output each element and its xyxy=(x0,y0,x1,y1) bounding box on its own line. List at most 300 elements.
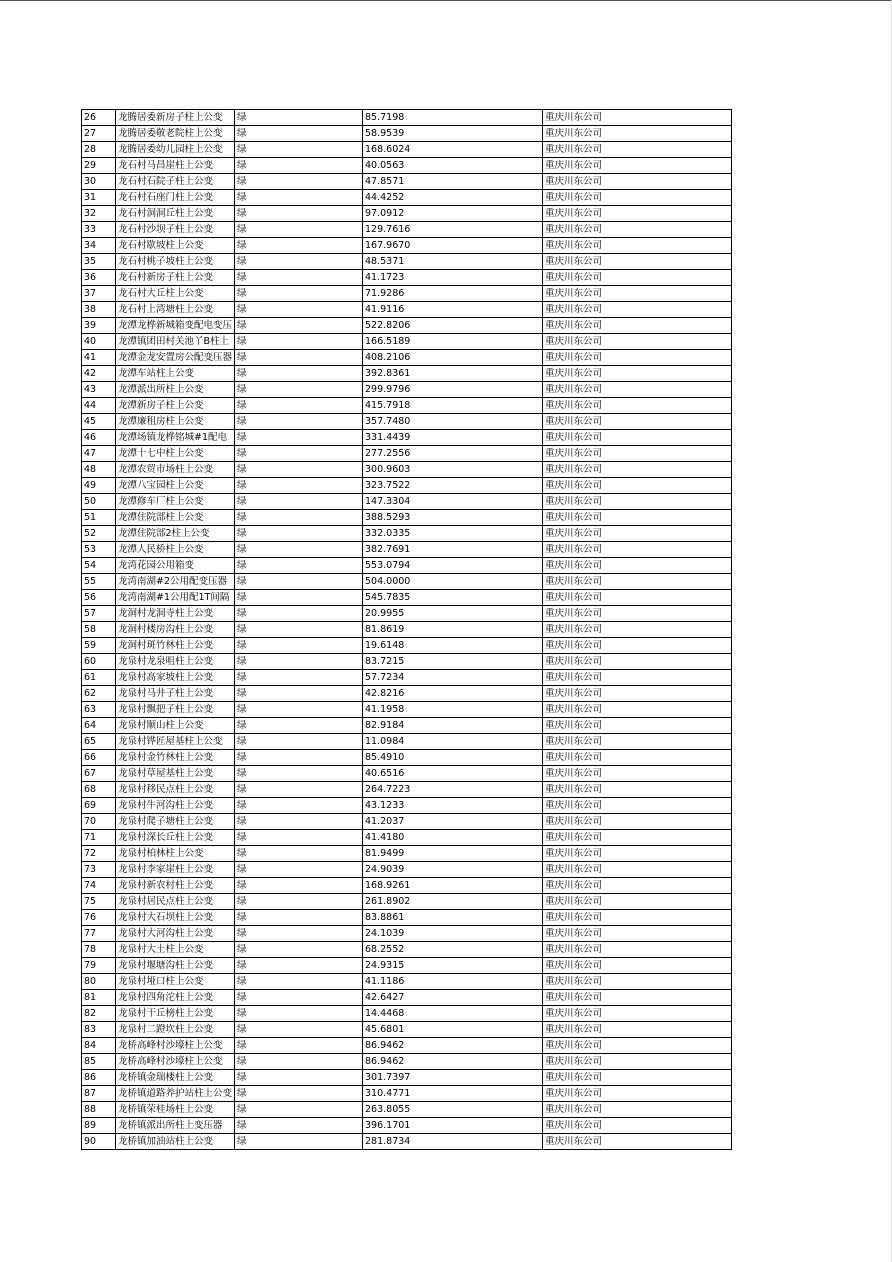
row-number: 75 xyxy=(82,894,116,910)
company-name: 重庆川东公司 xyxy=(543,414,732,430)
value-cell: 41.2037 xyxy=(363,814,543,830)
company-name: 重庆川东公司 xyxy=(543,126,732,142)
transformer-name: 龙石村歇坡柱上公变 xyxy=(116,238,235,254)
company-name: 重庆川东公司 xyxy=(543,366,732,382)
row-number: 41 xyxy=(82,350,116,366)
row-number: 37 xyxy=(82,286,116,302)
row-number: 50 xyxy=(82,494,116,510)
transformer-name: 龙潭龙桦新城箱变配电变压 xyxy=(116,318,235,334)
company-name: 重庆川东公司 xyxy=(543,734,732,750)
status-label: 绿 xyxy=(235,1086,363,1102)
row-number: 61 xyxy=(82,670,116,686)
value-cell: 14.4468 xyxy=(363,1006,543,1022)
transformer-name: 龙泉村二蹬坎柱上公变 xyxy=(116,1022,235,1038)
status-label: 绿 xyxy=(235,958,363,974)
row-number: 88 xyxy=(82,1102,116,1118)
row-number: 85 xyxy=(82,1054,116,1070)
row-number: 64 xyxy=(82,718,116,734)
transformer-name: 龙潭场镇龙桦铭城#1配电 xyxy=(116,430,235,446)
company-name: 重庆川东公司 xyxy=(543,846,732,862)
value-cell: 97.0912 xyxy=(363,206,543,222)
company-name: 重庆川东公司 xyxy=(543,462,732,478)
value-cell: 168.6024 xyxy=(363,142,543,158)
row-number: 73 xyxy=(82,862,116,878)
status-label: 绿 xyxy=(235,622,363,638)
status-label: 绿 xyxy=(235,830,363,846)
row-number: 53 xyxy=(82,542,116,558)
row-number: 55 xyxy=(82,574,116,590)
transformer-name: 龙泉村铧匠屋基柱上公变 xyxy=(116,734,235,750)
value-cell: 85.7198 xyxy=(363,110,543,126)
row-number: 46 xyxy=(82,430,116,446)
company-name: 重庆川东公司 xyxy=(543,926,732,942)
row-number: 66 xyxy=(82,750,116,766)
company-name: 重庆川东公司 xyxy=(543,174,732,190)
value-cell: 545.7835 xyxy=(363,590,543,606)
transformer-name: 龙石村沙坝子柱上公变 xyxy=(116,222,235,238)
row-number: 71 xyxy=(82,830,116,846)
table-row xyxy=(82,238,732,254)
company-name: 重庆川东公司 xyxy=(543,574,732,590)
value-cell: 277.2556 xyxy=(363,446,543,462)
value-cell: 42.8216 xyxy=(363,686,543,702)
table-row xyxy=(82,1006,732,1022)
status-label: 绿 xyxy=(235,542,363,558)
row-number: 44 xyxy=(82,398,116,414)
table-row xyxy=(82,862,732,878)
status-label: 绿 xyxy=(235,1070,363,1086)
row-number: 76 xyxy=(82,910,116,926)
transformer-name: 龙潭修车厂柱上公变 xyxy=(116,494,235,510)
company-name: 重庆川东公司 xyxy=(543,798,732,814)
status-label: 绿 xyxy=(235,302,363,318)
value-cell: 44.4252 xyxy=(363,190,543,206)
value-cell: 264.7223 xyxy=(363,782,543,798)
status-label: 绿 xyxy=(235,398,363,414)
transformer-name: 龙桥高峰村沙壕柱上公变 xyxy=(116,1038,235,1054)
transformer-name: 龙石村新房子柱上公变 xyxy=(116,270,235,286)
table-row xyxy=(82,1118,732,1134)
value-cell: 129.7616 xyxy=(363,222,543,238)
status-label: 绿 xyxy=(235,446,363,462)
row-number: 28 xyxy=(82,142,116,158)
transformer-table xyxy=(81,109,732,1150)
value-cell: 263.8055 xyxy=(363,1102,543,1118)
table-row xyxy=(82,734,732,750)
status-label: 绿 xyxy=(235,382,363,398)
company-name: 重庆川东公司 xyxy=(543,958,732,974)
status-label: 绿 xyxy=(235,846,363,862)
table-row xyxy=(82,174,732,190)
transformer-name: 龙泉村新农村柱上公变 xyxy=(116,878,235,894)
company-name: 重庆川东公司 xyxy=(543,334,732,350)
table-row xyxy=(82,190,732,206)
table-row xyxy=(82,622,732,638)
row-number: 35 xyxy=(82,254,116,270)
value-cell: 504.0000 xyxy=(363,574,543,590)
company-name: 重庆川东公司 xyxy=(543,558,732,574)
table-row xyxy=(82,750,732,766)
transformer-name: 龙泉村移民点柱上公变 xyxy=(116,782,235,798)
transformer-name: 龙泉村四角沱柱上公变 xyxy=(116,990,235,1006)
table-row xyxy=(82,206,732,222)
row-number: 68 xyxy=(82,782,116,798)
table-row xyxy=(82,494,732,510)
company-name: 重庆川东公司 xyxy=(543,942,732,958)
value-cell: 86.9462 xyxy=(363,1054,543,1070)
value-cell: 41.1186 xyxy=(363,974,543,990)
status-label: 绿 xyxy=(235,158,363,174)
status-label: 绿 xyxy=(235,334,363,350)
transformer-name: 龙桥镇道路养护站柱上公变 xyxy=(116,1086,235,1102)
company-name: 重庆川东公司 xyxy=(543,446,732,462)
row-number: 60 xyxy=(82,654,116,670)
value-cell: 41.9116 xyxy=(363,302,543,318)
status-label: 绿 xyxy=(235,926,363,942)
company-name: 重庆川东公司 xyxy=(543,270,732,286)
table-row xyxy=(82,606,732,622)
status-label: 绿 xyxy=(235,894,363,910)
row-number: 52 xyxy=(82,526,116,542)
row-number: 56 xyxy=(82,590,116,606)
status-label: 绿 xyxy=(235,126,363,142)
transformer-name: 龙潭新房子柱上公变 xyxy=(116,398,235,414)
table-row xyxy=(82,142,732,158)
table-row xyxy=(82,718,732,734)
status-label: 绿 xyxy=(235,574,363,590)
value-cell: 168.9261 xyxy=(363,878,543,894)
row-number: 89 xyxy=(82,1118,116,1134)
transformer-name: 龙潭派出所柱上公变 xyxy=(116,382,235,398)
table-row xyxy=(82,670,732,686)
transformer-name: 龙湾南湖#2公用配变压器 xyxy=(116,574,235,590)
transformer-name: 龙腾居委幼儿园柱上公变 xyxy=(116,142,235,158)
status-label: 绿 xyxy=(235,478,363,494)
table-row xyxy=(82,1054,732,1070)
company-name: 重庆川东公司 xyxy=(543,782,732,798)
company-name: 重庆川东公司 xyxy=(543,702,732,718)
value-cell: 261.8902 xyxy=(363,894,543,910)
table-row xyxy=(82,1070,732,1086)
status-label: 绿 xyxy=(235,1006,363,1022)
company-name: 重庆川东公司 xyxy=(543,1054,732,1070)
status-label: 绿 xyxy=(235,782,363,798)
status-label: 绿 xyxy=(235,670,363,686)
row-number: 51 xyxy=(82,510,116,526)
row-number: 70 xyxy=(82,814,116,830)
table-row xyxy=(82,878,732,894)
row-number: 80 xyxy=(82,974,116,990)
transformer-name: 龙泉村大石坝柱上公变 xyxy=(116,910,235,926)
row-number: 67 xyxy=(82,766,116,782)
row-number: 47 xyxy=(82,446,116,462)
value-cell: 331.4439 xyxy=(363,430,543,446)
table-row xyxy=(82,958,732,974)
transformer-name: 龙潭车站柱上公变 xyxy=(116,366,235,382)
row-number: 45 xyxy=(82,414,116,430)
table-row xyxy=(82,1134,732,1150)
value-cell: 299.9796 xyxy=(363,382,543,398)
company-name: 重庆川东公司 xyxy=(543,526,732,542)
status-label: 绿 xyxy=(235,270,363,286)
table-row xyxy=(82,974,732,990)
row-number: 65 xyxy=(82,734,116,750)
value-cell: 24.1039 xyxy=(363,926,543,942)
table-row xyxy=(82,830,732,846)
company-name: 重庆川东公司 xyxy=(543,1006,732,1022)
company-name: 重庆川东公司 xyxy=(543,814,732,830)
table-row xyxy=(82,478,732,494)
transformer-name: 龙桥镇派出所柱上变压器 xyxy=(116,1118,235,1134)
value-cell: 47.8571 xyxy=(363,174,543,190)
row-number: 59 xyxy=(82,638,116,654)
company-name: 重庆川东公司 xyxy=(543,622,732,638)
table-row xyxy=(82,654,732,670)
table-row xyxy=(82,574,732,590)
value-cell: 41.1723 xyxy=(363,270,543,286)
table-body xyxy=(82,110,732,1150)
transformer-name: 龙泉村飘把子柱上公变 xyxy=(116,702,235,718)
transformer-name: 龙潭十七中柱上公变 xyxy=(116,446,235,462)
company-name: 重庆川东公司 xyxy=(543,654,732,670)
company-name: 重庆川东公司 xyxy=(543,894,732,910)
row-number: 82 xyxy=(82,1006,116,1022)
transformer-name: 龙潭农贸市场柱上公变 xyxy=(116,462,235,478)
row-number: 40 xyxy=(82,334,116,350)
table-row xyxy=(82,270,732,286)
transformer-name: 龙泉村牛河沟柱上公变 xyxy=(116,798,235,814)
row-number: 87 xyxy=(82,1086,116,1102)
company-name: 重庆川东公司 xyxy=(543,350,732,366)
company-name: 重庆川东公司 xyxy=(543,478,732,494)
transformer-name: 龙泉村爬子塘柱上公变 xyxy=(116,814,235,830)
transformer-name: 龙泉村大河沟柱上公变 xyxy=(116,926,235,942)
company-name: 重庆川东公司 xyxy=(543,750,732,766)
table-row xyxy=(82,318,732,334)
row-number: 49 xyxy=(82,478,116,494)
status-label: 绿 xyxy=(235,718,363,734)
row-number: 27 xyxy=(82,126,116,142)
table-row xyxy=(82,158,732,174)
table-row xyxy=(82,942,732,958)
transformer-name: 龙泉村龙泉咀柱上公变 xyxy=(116,654,235,670)
table-row xyxy=(82,222,732,238)
status-label: 绿 xyxy=(235,814,363,830)
status-label: 绿 xyxy=(235,990,363,1006)
status-label: 绿 xyxy=(235,254,363,270)
company-name: 重庆川东公司 xyxy=(543,878,732,894)
value-cell: 83.7215 xyxy=(363,654,543,670)
status-label: 绿 xyxy=(235,526,363,542)
status-label: 绿 xyxy=(235,1022,363,1038)
company-name: 重庆川东公司 xyxy=(543,830,732,846)
row-number: 43 xyxy=(82,382,116,398)
transformer-name: 龙泉村堰塘沟柱上公变 xyxy=(116,958,235,974)
company-name: 重庆川东公司 xyxy=(543,990,732,1006)
row-number: 48 xyxy=(82,462,116,478)
status-label: 绿 xyxy=(235,1038,363,1054)
value-cell: 301.7397 xyxy=(363,1070,543,1086)
transformer-name: 龙石村马昌崖柱上公变 xyxy=(116,158,235,174)
status-label: 绿 xyxy=(235,1054,363,1070)
status-label: 绿 xyxy=(235,750,363,766)
value-cell: 281.8734 xyxy=(363,1134,543,1150)
table-row xyxy=(82,430,732,446)
table-row xyxy=(82,110,732,126)
row-number: 29 xyxy=(82,158,116,174)
status-label: 绿 xyxy=(235,654,363,670)
company-name: 重庆川东公司 xyxy=(543,670,732,686)
status-label: 绿 xyxy=(235,1134,363,1150)
transformer-name: 龙桥镇加油站柱上公变 xyxy=(116,1134,235,1150)
value-cell: 81.8619 xyxy=(363,622,543,638)
row-number: 72 xyxy=(82,846,116,862)
company-name: 重庆川东公司 xyxy=(543,1038,732,1054)
value-cell: 553.0794 xyxy=(363,558,543,574)
row-number: 32 xyxy=(82,206,116,222)
transformer-name: 龙泉村深长丘柱上公变 xyxy=(116,830,235,846)
status-label: 绿 xyxy=(235,878,363,894)
transformer-name: 龙泉村大土柱上公变 xyxy=(116,942,235,958)
company-name: 重庆川东公司 xyxy=(543,286,732,302)
transformer-name: 龙泉村马井子柱上公变 xyxy=(116,686,235,702)
transformer-name: 龙潭金龙安置房公配变压器 xyxy=(116,350,235,366)
company-name: 重庆川东公司 xyxy=(543,222,732,238)
table-row xyxy=(82,558,732,574)
company-name: 重庆川东公司 xyxy=(543,494,732,510)
status-label: 绿 xyxy=(235,366,363,382)
status-label: 绿 xyxy=(235,206,363,222)
row-number: 81 xyxy=(82,990,116,1006)
row-number: 42 xyxy=(82,366,116,382)
transformer-name: 龙桥镇荣桂场柱上公变 xyxy=(116,1102,235,1118)
transformer-name: 龙石村上湾塘柱上公变 xyxy=(116,302,235,318)
table-row xyxy=(82,526,732,542)
company-name: 重庆川东公司 xyxy=(543,686,732,702)
transformer-name: 龙湾南湖#1公用配1T间隔 xyxy=(116,590,235,606)
row-number: 26 xyxy=(82,110,116,126)
table-row xyxy=(82,1022,732,1038)
transformer-name: 龙桥镇金瑞楼柱上公变 xyxy=(116,1070,235,1086)
status-label: 绿 xyxy=(235,862,363,878)
value-cell: 81.9499 xyxy=(363,846,543,862)
table-row xyxy=(82,382,732,398)
transformer-name: 龙腾居委新房子柱上公变 xyxy=(116,110,235,126)
status-label: 绿 xyxy=(235,174,363,190)
table-row xyxy=(82,446,732,462)
transformer-name: 龙潭住院部2柱上公变 xyxy=(116,526,235,542)
row-number: 54 xyxy=(82,558,116,574)
row-number: 74 xyxy=(82,878,116,894)
transformer-name: 龙潭人民桥柱上公变 xyxy=(116,542,235,558)
value-cell: 166.5189 xyxy=(363,334,543,350)
value-cell: 45.6801 xyxy=(363,1022,543,1038)
transformer-name: 龙洞村斑竹林柱上公变 xyxy=(116,638,235,654)
status-label: 绿 xyxy=(235,318,363,334)
value-cell: 24.9315 xyxy=(363,958,543,974)
row-number: 57 xyxy=(82,606,116,622)
status-label: 绿 xyxy=(235,1118,363,1134)
company-name: 重庆川东公司 xyxy=(543,302,732,318)
value-cell: 19.6148 xyxy=(363,638,543,654)
status-label: 绿 xyxy=(235,910,363,926)
value-cell: 83.8861 xyxy=(363,910,543,926)
transformer-name: 龙泉村高家坡柱上公变 xyxy=(116,670,235,686)
transformer-name: 龙桥高峰村沙壕柱上公变 xyxy=(116,1054,235,1070)
company-name: 重庆川东公司 xyxy=(543,382,732,398)
value-cell: 522.8206 xyxy=(363,318,543,334)
company-name: 重庆川东公司 xyxy=(543,718,732,734)
status-label: 绿 xyxy=(235,766,363,782)
value-cell: 41.1958 xyxy=(363,702,543,718)
row-number: 69 xyxy=(82,798,116,814)
table-row xyxy=(82,1102,732,1118)
row-number: 38 xyxy=(82,302,116,318)
status-label: 绿 xyxy=(235,350,363,366)
value-cell: 323.7522 xyxy=(363,478,543,494)
value-cell: 388.5293 xyxy=(363,510,543,526)
row-number: 31 xyxy=(82,190,116,206)
table-row xyxy=(82,910,732,926)
transformer-name: 龙石村洞洞丘柱上公变 xyxy=(116,206,235,222)
value-cell: 382.7691 xyxy=(363,542,543,558)
value-cell: 415.7918 xyxy=(363,398,543,414)
status-label: 绿 xyxy=(235,942,363,958)
table-row xyxy=(82,286,732,302)
company-name: 重庆川东公司 xyxy=(543,1086,732,1102)
status-label: 绿 xyxy=(235,238,363,254)
table-row xyxy=(82,846,732,862)
table-row xyxy=(82,782,732,798)
table-row xyxy=(82,1086,732,1102)
row-number: 62 xyxy=(82,686,116,702)
row-number: 90 xyxy=(82,1134,116,1150)
company-name: 重庆川东公司 xyxy=(543,158,732,174)
value-cell: 408.2106 xyxy=(363,350,543,366)
transformer-name: 龙湾花园公用箱变 xyxy=(116,558,235,574)
status-label: 绿 xyxy=(235,510,363,526)
status-label: 绿 xyxy=(235,590,363,606)
value-cell: 68.2552 xyxy=(363,942,543,958)
company-name: 重庆川东公司 xyxy=(543,910,732,926)
row-number: 30 xyxy=(82,174,116,190)
value-cell: 167.9670 xyxy=(363,238,543,254)
row-number: 58 xyxy=(82,622,116,638)
value-cell: 71.9286 xyxy=(363,286,543,302)
table-row xyxy=(82,766,732,782)
row-number: 83 xyxy=(82,1022,116,1038)
status-label: 绿 xyxy=(235,638,363,654)
row-number: 79 xyxy=(82,958,116,974)
table-row xyxy=(82,686,732,702)
table-row xyxy=(82,510,732,526)
row-number: 86 xyxy=(82,1070,116,1086)
page-top-border xyxy=(0,0,892,1)
table-row xyxy=(82,126,732,142)
transformer-name: 龙洞村楼房沟柱上公变 xyxy=(116,622,235,638)
row-number: 36 xyxy=(82,270,116,286)
table-row xyxy=(82,926,732,942)
status-label: 绿 xyxy=(235,142,363,158)
value-cell: 392.8361 xyxy=(363,366,543,382)
status-label: 绿 xyxy=(235,286,363,302)
transformer-name: 龙泉村柏林柱上公变 xyxy=(116,846,235,862)
value-cell: 11.0984 xyxy=(363,734,543,750)
value-cell: 82.9184 xyxy=(363,718,543,734)
company-name: 重庆川东公司 xyxy=(543,542,732,558)
value-cell: 48.5371 xyxy=(363,254,543,270)
company-name: 重庆川东公司 xyxy=(543,1070,732,1086)
